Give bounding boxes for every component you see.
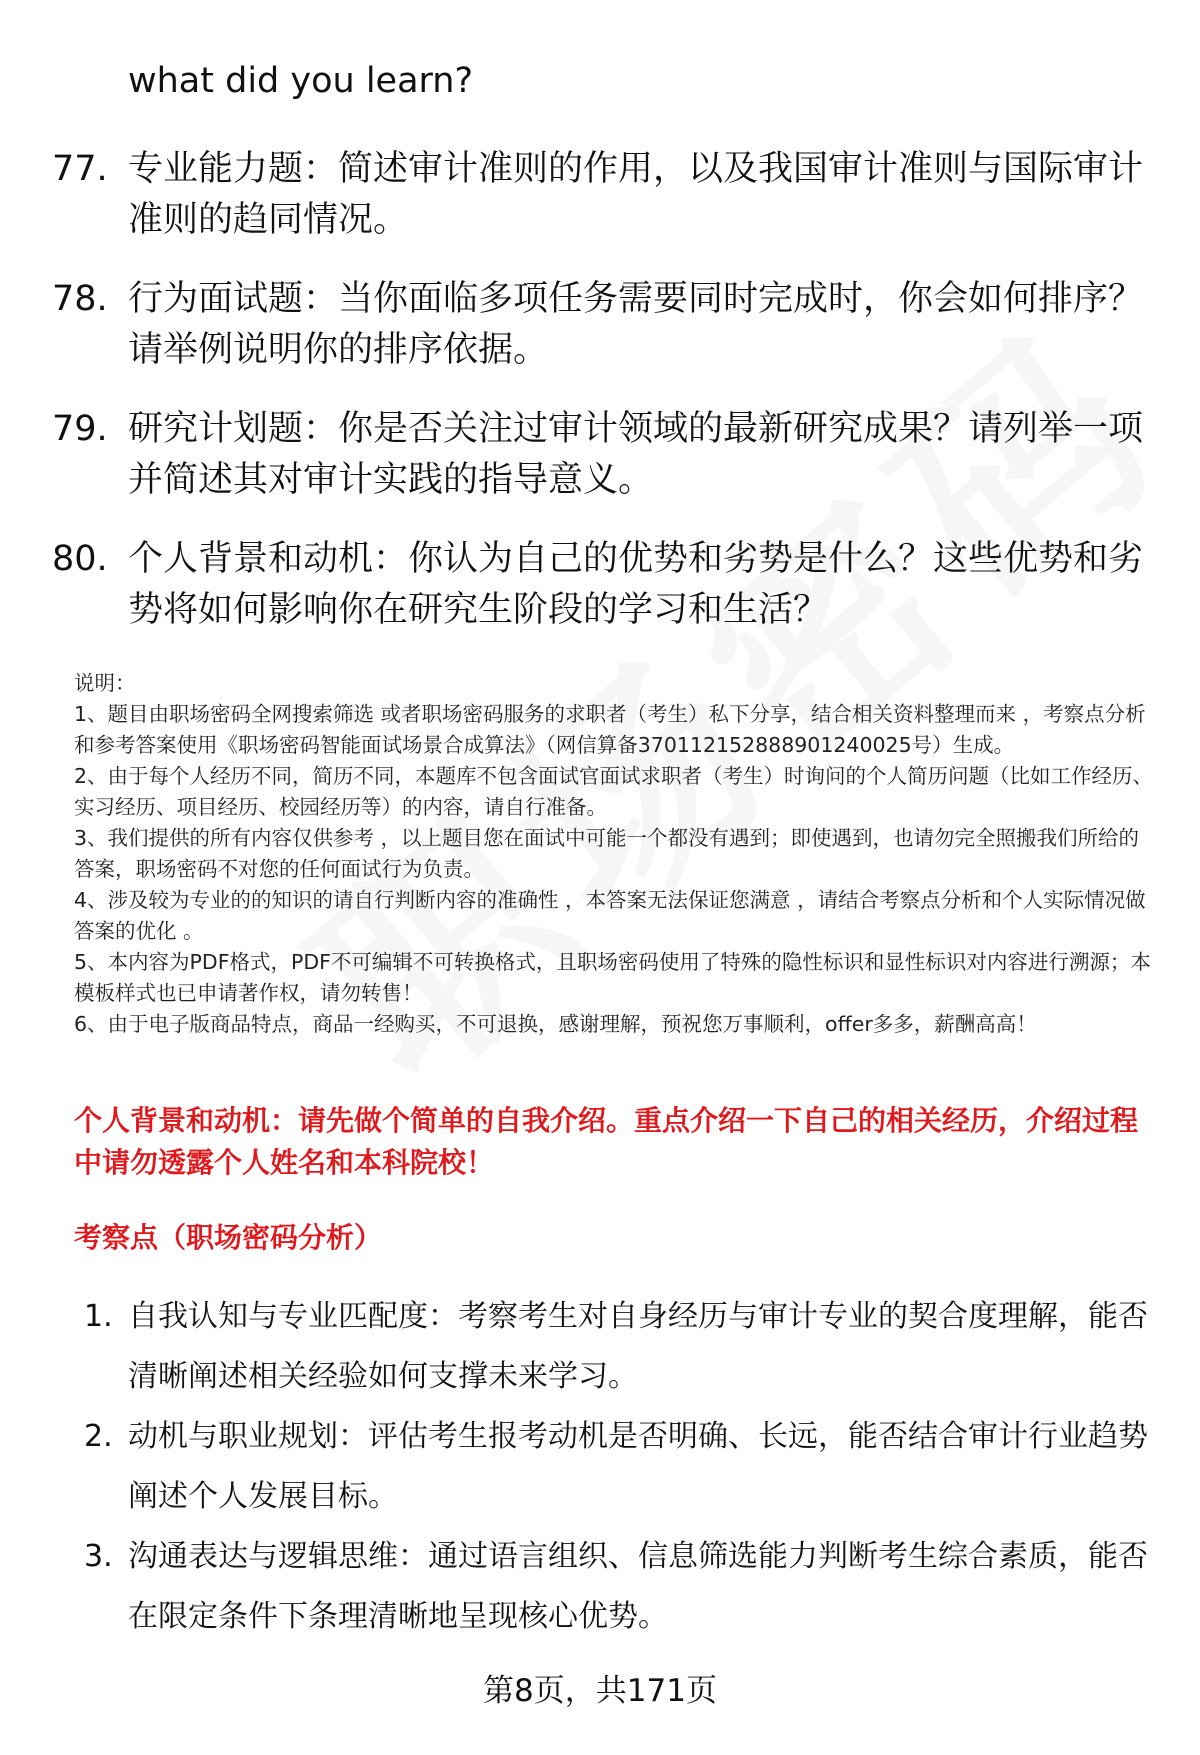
note-item: 2、由于每个人经历不同，简历不同，本题库不包含面试官面试求职者（考生）时询问的个人简历问题（比如工作经历、实习经历、项目经历、校园经历等）的内容，请自行准备。 (74, 764, 1154, 819)
note-item: 6、由于电子版商品特点，商品一经购买，不可退换，感谢理解，预祝您万事顺利，offer多多，薪酬高高！ (74, 1012, 1037, 1036)
question-number: 79. (52, 409, 108, 449)
point-text: 动机与职业规划：评估考生报考动机是否明确、长远，能否结合审计行业趋势阐述个人发展目标。 (128, 1419, 1148, 1514)
question-text: 个人背景和动机：你认为自己的优势和劣势是什么？这些优势和劣势将如何影响你在研究生阶段的学习和生活？ (128, 539, 1144, 630)
question-item (52, 144, 1152, 246)
note-item: 4、涉及较为专业的的知识的请自行判断内容的准确性 ，本答案无法保证您满意 ，请结合考察点分析和个人实际情况做答案的优化 。 (74, 888, 1146, 943)
question-text: 研究计划题：你是否关注过审计领域的最新研究成果？请列举一项并简述其对审计实践的指导意义。 (128, 409, 1144, 500)
point-number: 3. (84, 1539, 113, 1574)
point-number: 1. (84, 1299, 113, 1334)
note-item: 1、题目由职场密码全网搜索筛选 或者职场密码服务的求职者（考生）私下分享，结合相关资料整理而来 ，考察点分析和参考答案使用《职场密码智能面试场景合成算法》（网信算备370112152888901240025号）生成。 (74, 702, 1146, 757)
question-text: 行为面试题：当你面临多项任务需要同时完成时，你会如何排序？请举例说明你的排序依据。 (128, 279, 1144, 370)
question-text: 专业能力题：简述审计准则的作用，以及我国审计准则与国际审计准则的趋同情况。 (128, 149, 1144, 240)
note-item: 3、我们提供的所有内容仅供参考 ，以上题目您在面试中可能一个都没有遇到；即使遇到，也请勿完全照搬我们所给的答案，职场密码不对您的任何面试行为负责。 (74, 826, 1140, 881)
point-text: 自我认知与专业匹配度：考察考生对自身经历与审计专业的契合度理解，能否清晰阐述相关经验如何支撑未来学习。 (128, 1299, 1148, 1394)
question-number: 78. (52, 279, 108, 319)
point-number: 2. (84, 1419, 113, 1454)
analysis-points (84, 1287, 1164, 1647)
question-list (52, 56, 1152, 664)
highlight-question: 个人背景和动机：请先做个简单的自我介绍。重点介绍一下自己的相关经历，介绍过程中请勿透露个人姓名和本科院校！ (74, 1104, 1139, 1179)
notes-title: 说明： (74, 671, 136, 695)
notes-section (74, 668, 1159, 1040)
page-footer: 第8页，共171页 (483, 1673, 717, 1709)
question-number: 77. (52, 149, 108, 189)
analysis-point (84, 1407, 1164, 1527)
analysis-heading: 考察点（职场密码分析） (74, 1221, 383, 1254)
question-continuation: what did you learn? (128, 61, 474, 101)
question-item (52, 404, 1152, 506)
analysis-point (84, 1527, 1164, 1647)
question-item (52, 534, 1152, 636)
point-text: 沟通表达与逻辑思维：通过语言组织、信息筛选能力判断考生综合素质，能否在限定条件下条理清晰地呈现核心优势。 (128, 1539, 1148, 1634)
question-number: 80. (52, 539, 108, 579)
analysis-point (84, 1287, 1164, 1407)
note-item: 5、本内容为PDF格式，PDF不可编辑不可转换格式，且职场密码使用了特殊的隐性标识和显性标识对内容进行溯源；本模板样式也已申请著作权，请勿转售！ (74, 950, 1151, 1005)
question-item (52, 274, 1152, 376)
